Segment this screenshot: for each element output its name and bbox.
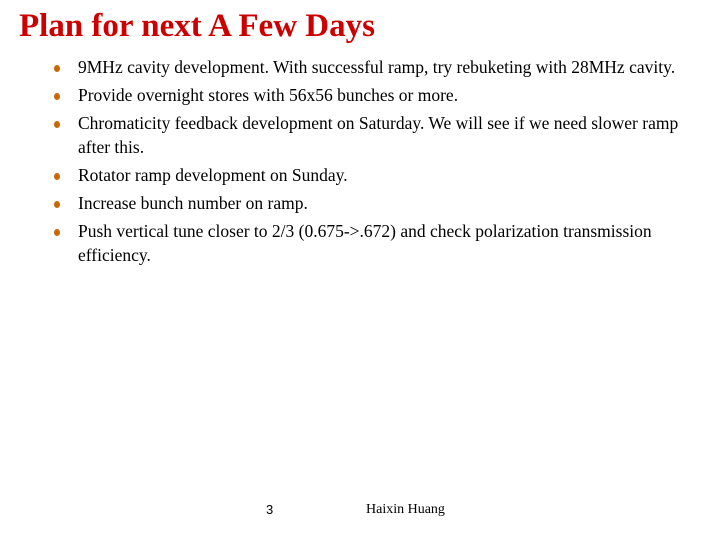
bullet-dot-icon: [54, 65, 60, 72]
bullet-text: Increase bunch number on ramp.: [78, 193, 308, 213]
bullet-text: Chromaticity feedback development on Saturday. We will see if we need slower ramp after this.: [78, 113, 679, 157]
footer-author: Haixin Huang: [366, 502, 445, 517]
bullet-item: [54, 83, 704, 107]
bullet-item: [54, 219, 704, 267]
bullet-text: 9MHz cavity development. With successful ramp, try rebuketing with 28MHz cavity.: [78, 57, 676, 77]
bullet-list: [54, 55, 704, 271]
bullet-text: Rotator ramp development on Sunday.: [78, 165, 348, 185]
bullet-item: [54, 111, 704, 159]
bullet-item: [54, 191, 704, 215]
bullet-dot-icon: [54, 93, 60, 100]
page-number: 3: [266, 502, 274, 517]
bullet-text: Provide overnight stores with 56x56 bunches or more.: [78, 85, 459, 105]
bullet-item: [54, 163, 704, 187]
bullet-dot-icon: [54, 121, 60, 128]
bullet-text: Push vertical tune closer to 2/3 (0.675->.672) and check polarization transmission efficiency.: [78, 221, 652, 265]
slide-title: Plan for next A Few Days: [19, 8, 375, 44]
bullet-item: [54, 55, 704, 79]
bullet-dot-icon: [54, 229, 60, 236]
bullet-dot-icon: [54, 201, 60, 208]
bullet-dot-icon: [54, 173, 60, 180]
